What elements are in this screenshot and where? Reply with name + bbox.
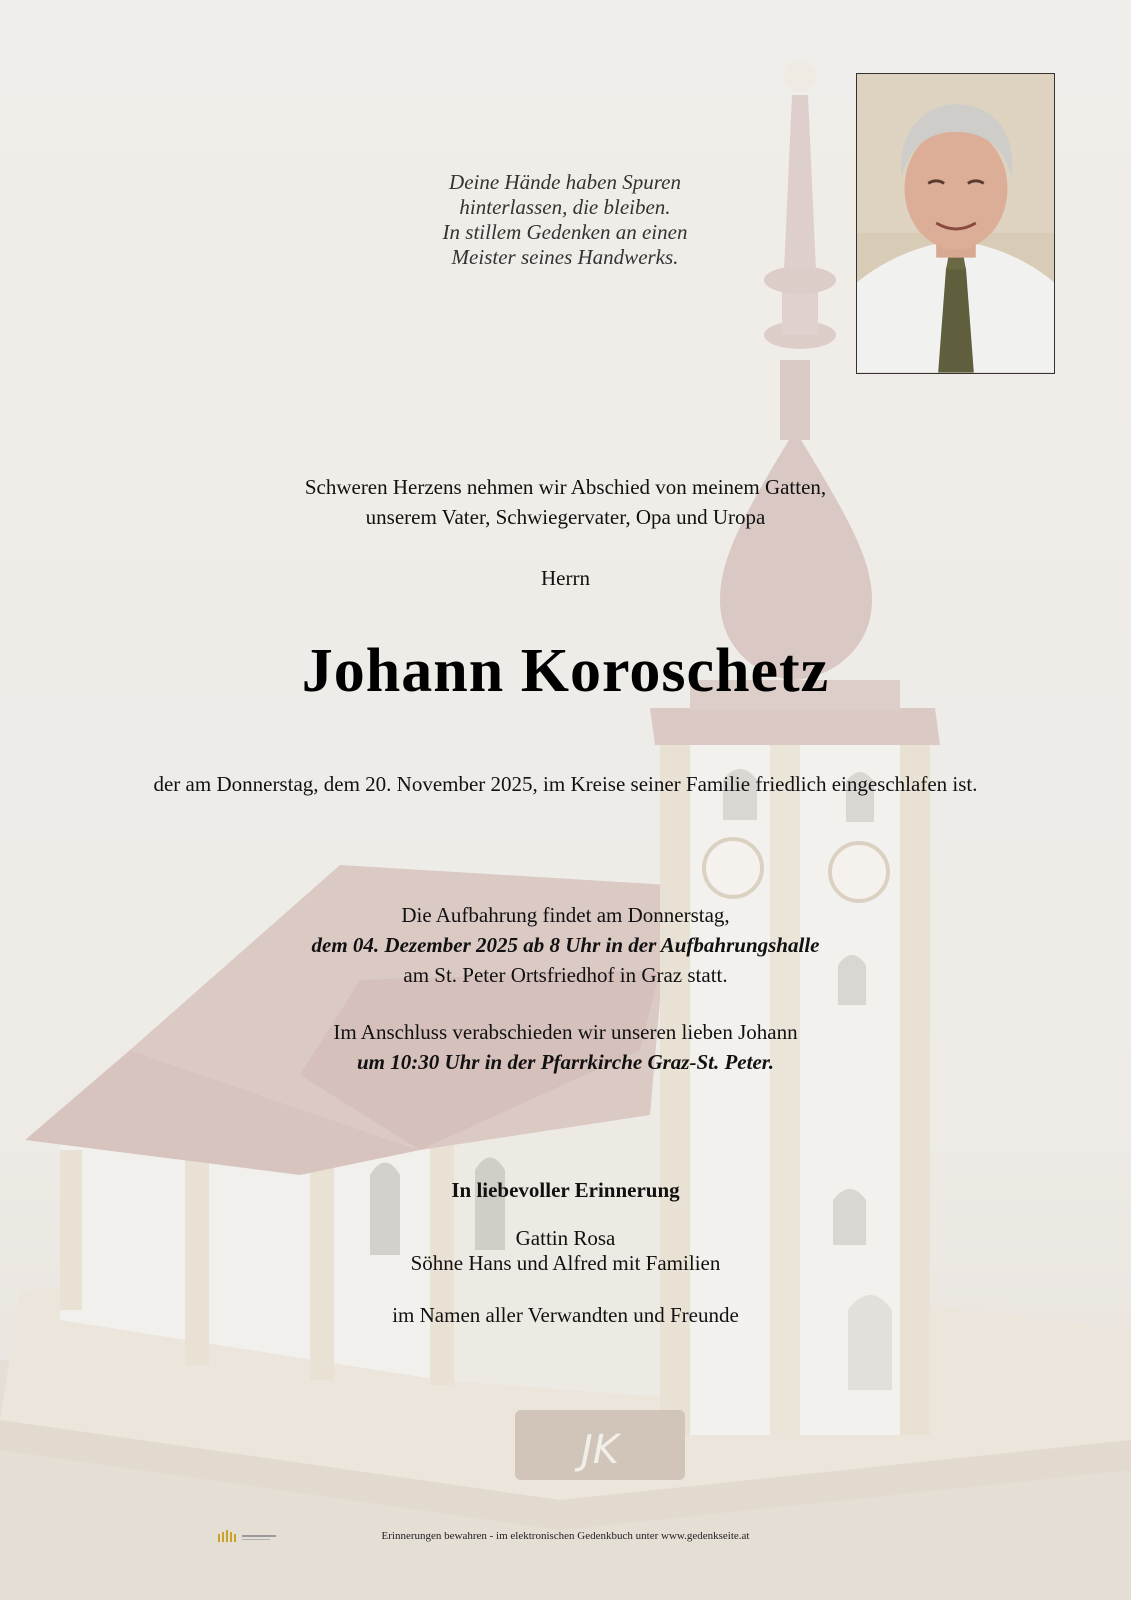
viewing-info	[0, 900, 1131, 990]
farewell-intro	[0, 472, 1131, 532]
service-info	[0, 1017, 1131, 1077]
viewing-line: Die Aufbahrung findet am Donnerstag,	[401, 903, 730, 927]
death-notice: der am Donnerstag, dem 20. November 2025, im Kreise seiner Familie friedlich eingeschlafen ist.	[153, 772, 978, 796]
quote-line: Deine Hände haben Spuren	[449, 170, 681, 194]
quote-line: Meister seines Handwerks.	[451, 245, 679, 269]
quote-line: In stillem Gedenken an einen	[442, 220, 688, 244]
service-line: Im Anschluss verabschieden wir unseren lieben Johann	[333, 1020, 798, 1044]
intro-line: Schweren Herzens nehmen wir Abschied von meinem Gatten,	[304, 475, 827, 499]
intro-line: unserem Vater, Schwiegervater, Opa und Uropa	[365, 505, 766, 529]
quote-line: hinterlassen, die bleiben.	[459, 195, 671, 219]
mourner-line: Gattin Rosa	[515, 1226, 616, 1250]
salutation: Herrn	[541, 566, 590, 590]
viewing-date-line: dem 04. Dezember 2025 ab 8 Uhr in der Aufbahrungshalle	[311, 933, 820, 957]
relatives-line: im Namen aller Verwandten und Freunde	[392, 1303, 739, 1327]
portrait-photo-icon	[856, 73, 1055, 374]
memorial-quote	[380, 170, 750, 270]
svg-text:JK: JK	[580, 1427, 620, 1473]
memory-heading: In liebevoller Erinnerung	[451, 1178, 680, 1202]
viewing-location-line: am St. Peter Ortsfriedhof in Graz statt.	[403, 963, 728, 987]
deceased-name: Johann Koroschetz	[301, 637, 830, 705]
mourners-list	[0, 1226, 1131, 1276]
footer-note: Erinnerungen bewahren - im elektronischen Gedenkbuch unter www.gedenkseite.at	[381, 1530, 750, 1542]
mourner-line: Söhne Hans und Alfred mit Familien	[410, 1251, 721, 1275]
service-time-line: um 10:30 Uhr in der Pfarrkirche Graz-St. Peter.	[356, 1050, 775, 1074]
